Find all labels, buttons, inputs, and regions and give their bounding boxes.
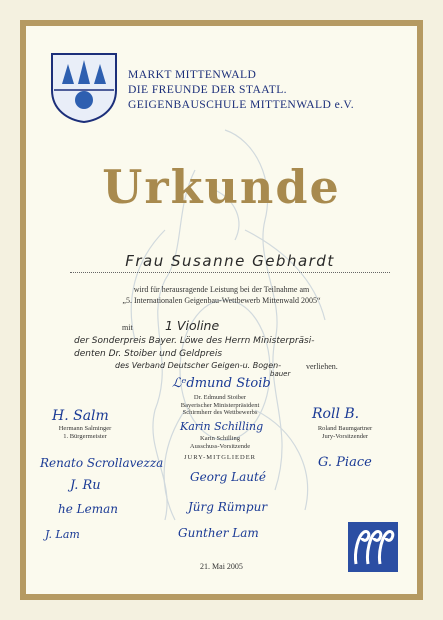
caption-stoiber: Dr. Edmund Stoiber Bayerischer Ministerpräsident Schirmherr des Wettbewerbs (180, 394, 260, 416)
jury-label: JURY-MITGLIEDER (183, 454, 257, 461)
jury-signature-8: Gunther Lam (178, 526, 259, 540)
signature-baumgartner: Roll B. (312, 406, 360, 422)
jury-signature-2: G. Piace (318, 455, 372, 470)
caption-baumgartner: Roland Baumgartner Jury-Vorsitzender (317, 425, 373, 440)
certificate-title: Urkunde (102, 160, 341, 214)
award-line-2: denten Dr. Stoiber und Geldpreis (74, 349, 223, 359)
signature-schilling: Karin Schilling (180, 420, 264, 433)
jury-signature-1: Renato Scrollavezza (40, 456, 164, 470)
header-line-3: GEIGENBAUSCHULE MITTENWALD e.V. (128, 98, 354, 111)
verliehen-text: verliehen. (306, 362, 338, 371)
signature-stoiber: ℒᵉdmund Stoib (172, 376, 271, 391)
date-text: 21. Mai 2005 (200, 562, 243, 571)
signature-salminger: H. Salm (52, 408, 109, 424)
caption-salminger: Hermann Salminger 1. Bürgermeister (58, 425, 112, 440)
competition-text: „5. Internationalen Geigenbau-Wettbewerb Mittenwald 2005“ (122, 296, 321, 305)
coat-of-arms-icon (48, 50, 120, 124)
award-line-3: des Verband Deutscher Geigen-u. Bogen- (115, 361, 282, 370)
award-line-4: bauer (270, 370, 291, 378)
jury-signature-6: Jürg Rümpur (188, 500, 268, 514)
header-line-2: DIE FREUNDE DER STAATL. (128, 83, 287, 96)
mit-label: mit (122, 323, 133, 332)
jury-signature-3: J. Ru (70, 478, 101, 493)
award-line-1: der Sonderpreis Bayer. Löwe des Herrn Ministerpräsi- (74, 336, 315, 346)
caption-schilling: Karin Schilling Ausschuss-Vorsitzende (189, 435, 251, 450)
jury-signature-7: J. Lam (45, 528, 80, 541)
header-line-1: MARKT MITTENWALD (128, 68, 257, 81)
intro-text: wird für herausragende Leistung bei der Teilnahme am (133, 285, 310, 294)
recipient-name: Frau Susanne Gebhardt (125, 252, 335, 270)
instrument-text: 1 Violine (165, 318, 220, 333)
jury-signature-5: he Leman (58, 502, 118, 516)
jury-signature-4: Georg Lauté (190, 470, 266, 484)
name-underline (70, 272, 390, 273)
